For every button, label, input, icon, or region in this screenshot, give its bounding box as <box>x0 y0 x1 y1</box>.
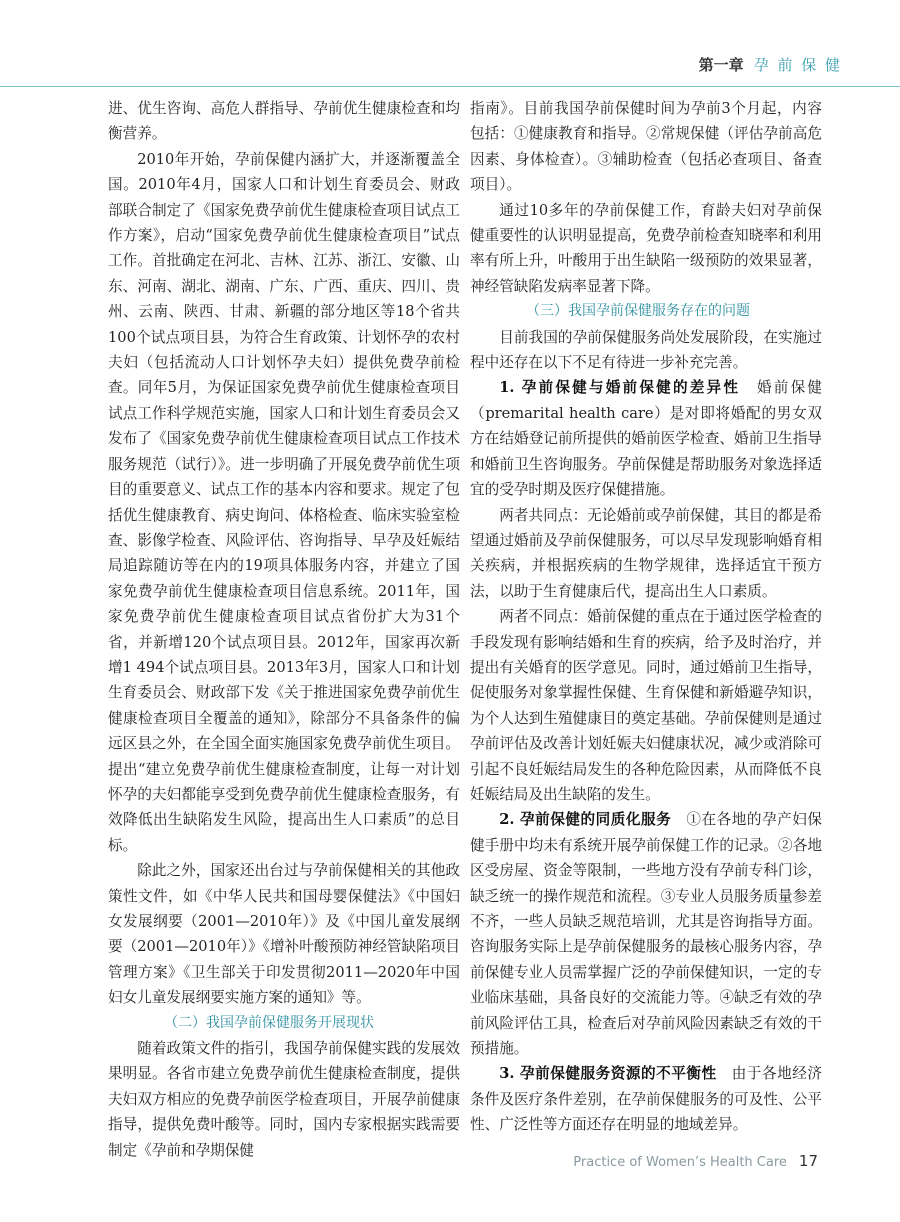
paragraph-body: 婚前保健（premarital health care）是对即将婚配的男女双方在结婚登记前所提供的婚前医学检查、婚前卫生指导和婚前卫生咨询服务。孕前保健是帮助服务对象选择适宜的受孕时期及医疗保健措施。 <box>470 379 822 499</box>
paragraph: 通过10多年的孕前保健工作，育龄夫妇对孕前保健重要性的认识明显提高，免费孕前检查知晓率和利用率有所上升，叶酸用于出生缺陷一级预防的效果显著，神经管缺陷发病率显著下降。 <box>470 201 822 295</box>
section-heading: （二）我国孕前保健服务开展现状 <box>164 1014 374 1031</box>
paragraph: 除此之外，国家还出台过与孕前保健相关的其他政策性文件，如《中华人民共和国母婴保健法》《中国妇女发展纲要（2001—2010年）》及《中国儿童发展纲要（2001—2010年）》《增补叶酸预防神经管缺陷项目管理方案》《卫生部关于印发贯彻2011—2020年中国妇女儿童发展纲要实施方案的通知》等。 <box>108 862 460 1007</box>
running-head <box>699 54 842 75</box>
right-column <box>470 96 822 1138</box>
numbered-paragraph <box>470 375 822 502</box>
journal-name: Practice of Women’s Health Care <box>573 1155 787 1170</box>
paragraph: 2010年开始，孕前保健内涵扩大，并逐渐覆盖全国。2010年4月，国家人口和计划生育委员会、财政部联合制定了《国家免费孕前优生健康检查项目试点工作方案》，启动“国家免费孕前优生健康检查项目”试点工作。首批确定在河北、吉林、江苏、浙江、安徽、山东、河南、湖北、湖南、广东、广西、重庆、四川、贵州、云南、陕西、甘肃、新疆的部分地区等18个省共100个试点项目县，为符合生育政策、计划怀孕的农村夫妇（包括流动人口计划怀孕夫妇）提供免费孕前检查。同年5月，为保证国家免费孕前优生健康检查项目试点工作科学规范实施，国家人口和计划生育委员会又发布了《国家免费孕前优生健康检查项目试点工作技术服务规范（试行）》。进一步明确了开展免费孕前优生项目的重要意义、试点工作的基本内容和要求。规定了包括优生健康教育、病史询问、体格检查、临床实验室检查、影像学检查、风险评估、咨询指导、早孕及妊娠结局追踪随访等在内的19项具体服务内容，并建立了国家免费孕前优生健康检查项目信息系统。2011年，国家免费孕前优生健康检查项目试点省份扩大为31个省，并新增120个试点项目县。2012年，国家再次新增1 494个试点项目县。2013年3月，国家人口和计划生育委员会、财政部下发《关于推进国家免费孕前优生健康检查项目全覆盖的通知》，除部分不具备条件的偏远区县之外，在全国全面实施国家免费孕前优生项目。提出“建立免费孕前优生健康检查制度，让每一对计划怀孕的夫妇都能享受到免费孕前优生健康检查服务，有效降低出生缺陷发生风险，提高出生人口素质”的总目标。 <box>108 150 460 854</box>
continued-paragraph: 进、优生咨询、高危人群指导、孕前优生健康检查和均衡营养。 <box>108 100 460 143</box>
paragraph-body: 由于各地经济条件及医疗条件差别，在孕前保健服务的可及性、公平性、广泛性等方面还存在明显的地域差异。 <box>470 1065 822 1134</box>
paragraph-body: ①在各地的孕产妇保健手册中均未有系统开展孕前保健工作的记录。②各地区受房屋、资金等限制，一些地方没有孕前专科门诊，缺乏统一的操作规范和流程。③专业人员服务质量参差不齐，一些人员缺乏规范培训，尤其是咨询指导方面。咨询服务实际上是孕前保健服务的最核心服务内容，孕前保健专业人员需掌握广泛的孕前保健知识，一定的专业临床基础，具备良好的交流能力等。④缺乏有效的孕前风险评估工具，检查后对孕前风险因素缺乏有效的干预措施。 <box>470 811 822 1058</box>
paragraph-lead: 3. 孕前保健服务资源的不平衡性 <box>499 1065 717 1083</box>
left-column <box>108 96 460 1163</box>
paragraph: 两者共同点：无论婚前或孕前保健，其目的都是希望通过婚前及孕前保健服务，可以尽早发现影响婚育相关疾病，并根据疾病的生物学规律，选择适宜干预方法，以助于生育健康后代，提高出生人口素质。 <box>470 506 822 600</box>
continued-paragraph: 指南》。目前我国孕前保健时间为孕前3个月起，内容包括：①健康教育和指导。②常规保健（评估孕前高危因素、身体检查）。③辅助检查（包括必查项目、备查项目）。 <box>470 100 822 194</box>
paragraph: 目前我国的孕前保健服务尚处发展阶段，在实施过程中还存在以下不足有待进一步补充完善。 <box>470 328 822 372</box>
paragraph: 两者不同点：婚前保健的重点在于通过医学检查的手段发现有影响结婚和生育的疾病，给予及时治疗，并提出有关婚育的医学意见。同时，通过婚前卫生指导，促使服务对象掌握性保健、生育保健和新婚避孕知识，为个人达到生殖健康目的奠定基础。孕前保健则是通过孕前评估及改善计划妊娠夫妇健康状况，减少或消除可引起不良妊娠结局发生的各种危险因素，从而降低不良妊娠结局及出生缺陷的发生。 <box>470 608 822 803</box>
page-number: 17 <box>798 1152 818 1170</box>
paragraph-lead: 1. 孕前保健与婚前保健的差异性 <box>499 379 741 397</box>
numbered-paragraph <box>470 807 822 1061</box>
paragraph: 随着政策文件的指引，我国孕前保健实践的发展效果明显。各省市建立免费孕前优生健康检查制度，提供夫妇双方相应的免费孕前医学检查项目，开展孕前健康指导，提供免费叶酸等。同时，国内专家根据实践需要制定《孕前和孕期保健 <box>108 1040 460 1159</box>
paragraph-lead: 2. 孕前保健的同质化服务 <box>499 811 672 829</box>
page-footer <box>573 1152 818 1170</box>
chapter-title: 孕 前 保 健 <box>753 56 842 74</box>
header-rule <box>0 86 900 87</box>
numbered-paragraph <box>470 1061 822 1137</box>
section-heading: （三）我国孕前保健服务存在的问题 <box>526 303 750 320</box>
chapter-label: 第一章 <box>698 56 744 74</box>
